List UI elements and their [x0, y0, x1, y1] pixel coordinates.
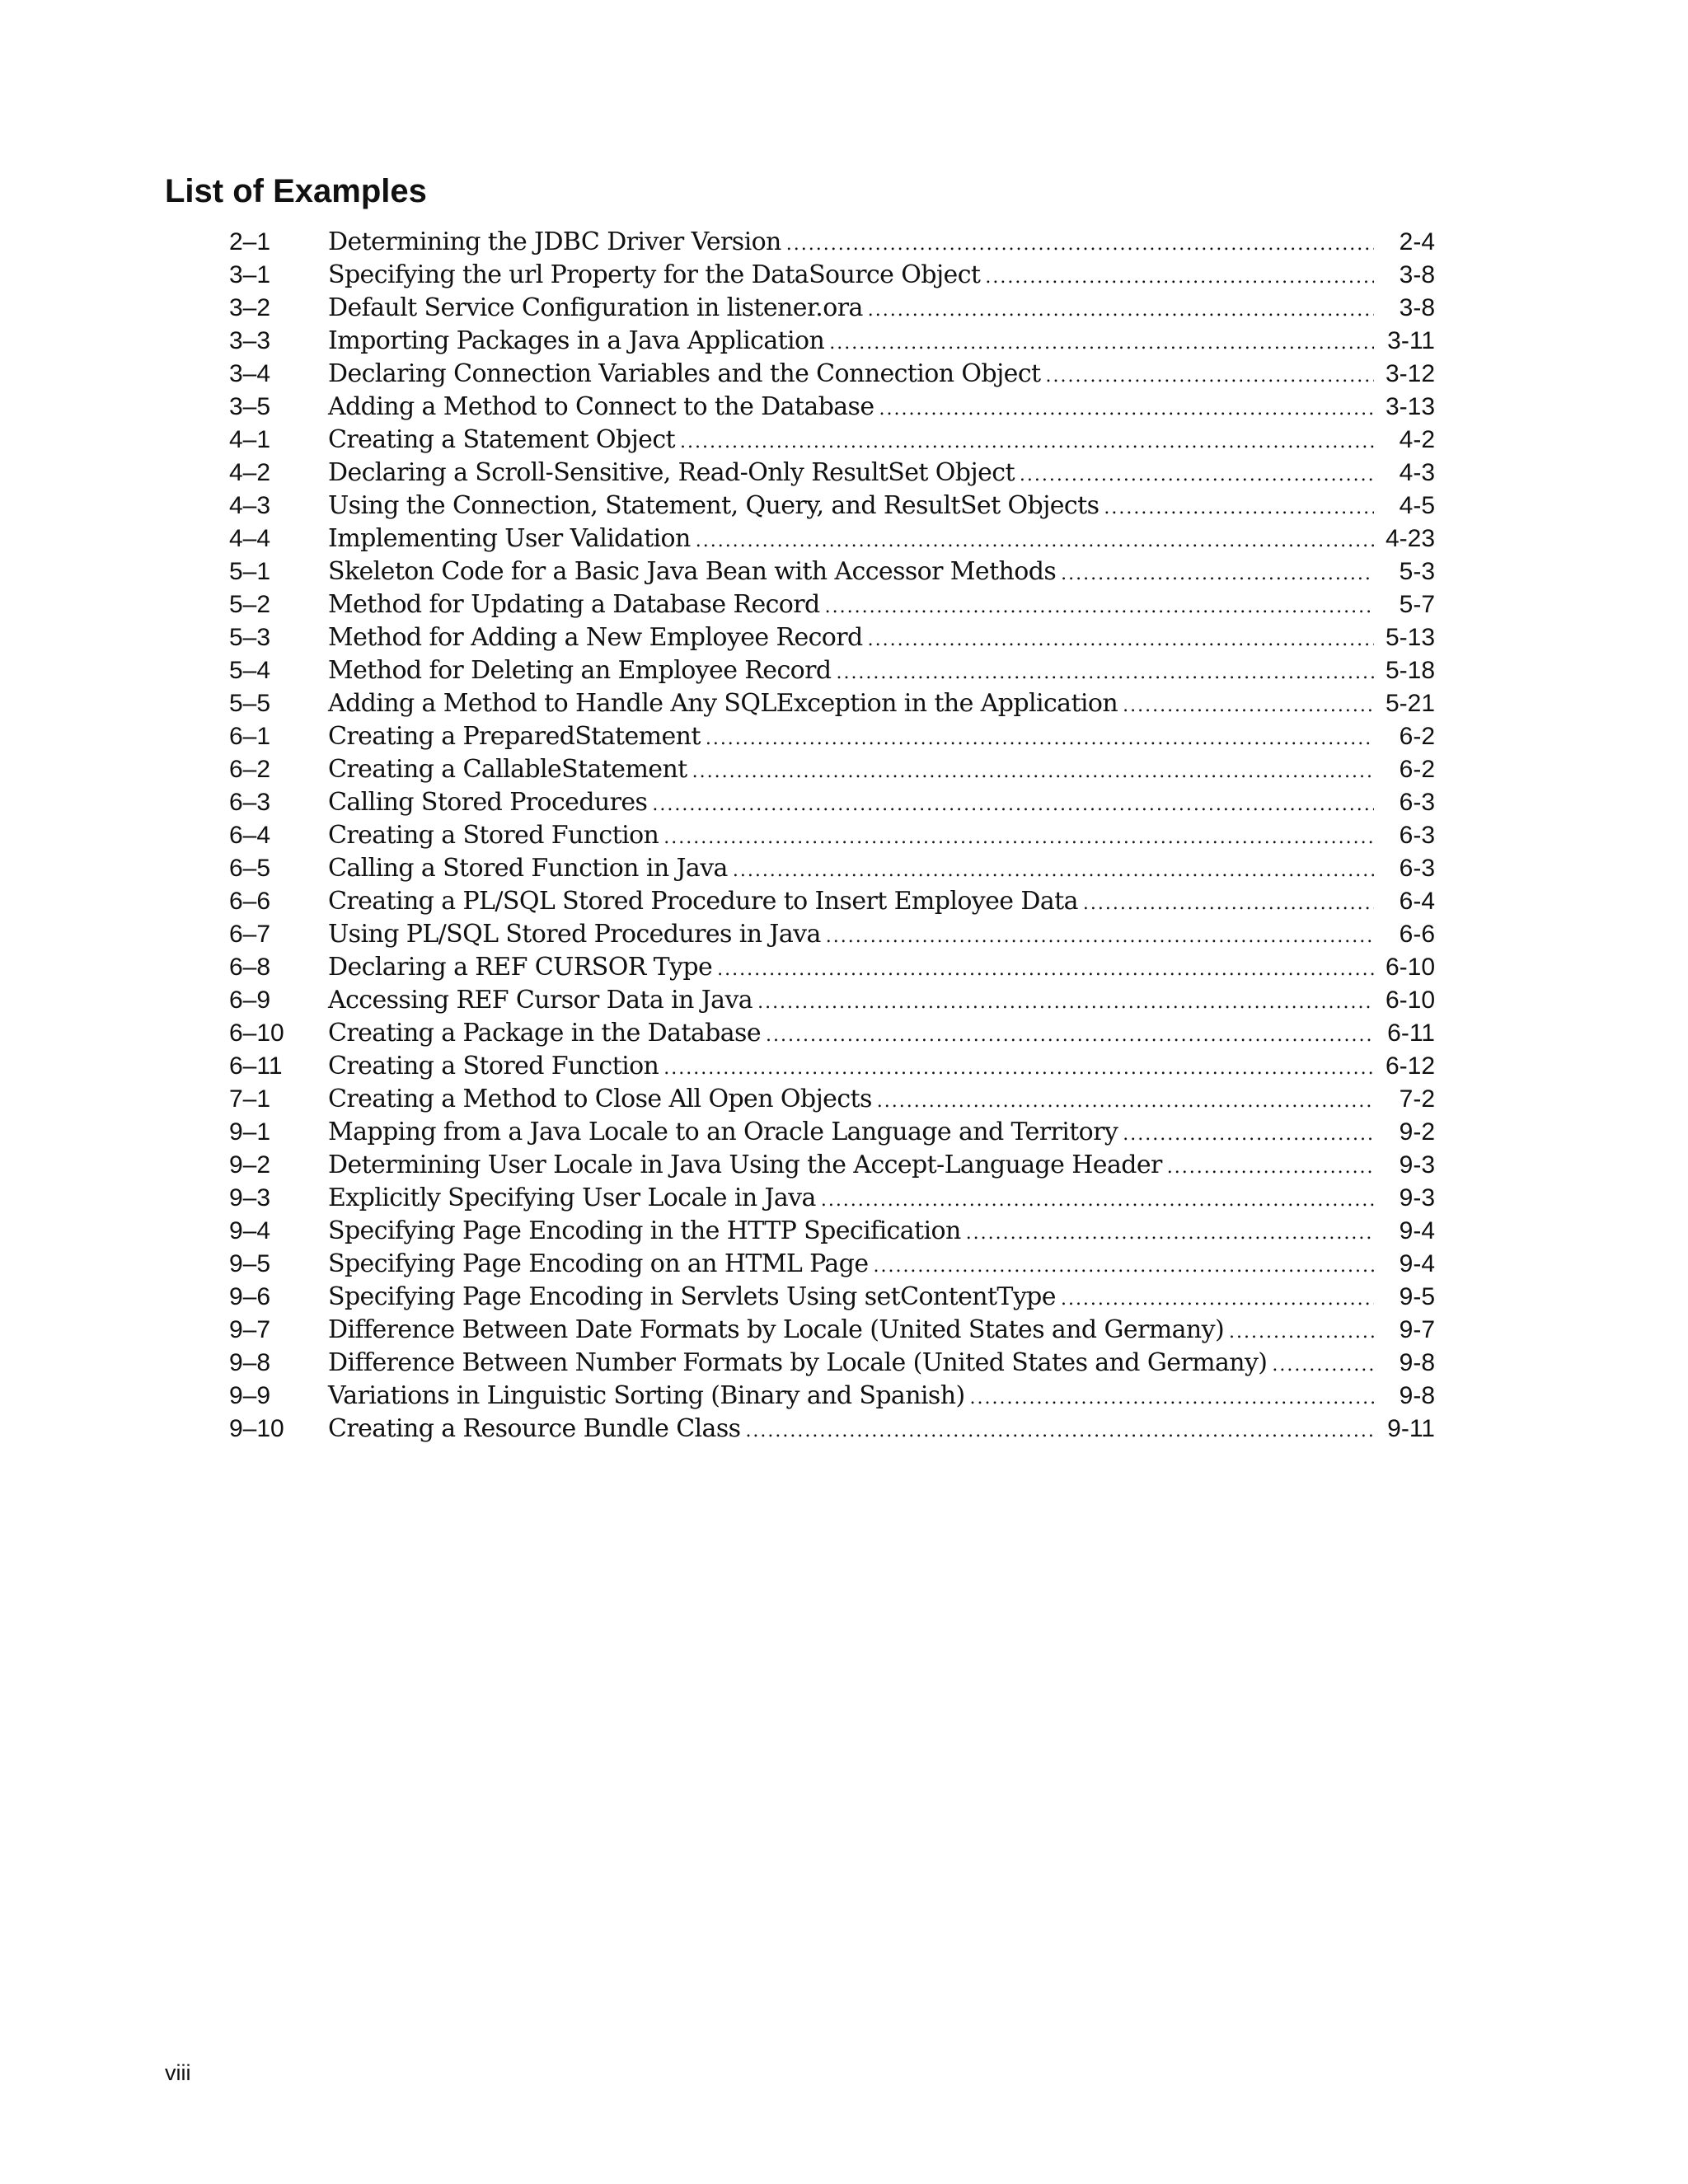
- example-number: 5–4: [229, 657, 271, 684]
- example-title: Using PL/SQL Stored Procedures in Java: [328, 920, 821, 949]
- example-page-ref: 3-12: [1385, 360, 1435, 387]
- example-page-ref: 3-11: [1387, 327, 1435, 354]
- example-page-ref: 6-3: [1399, 822, 1435, 849]
- example-number: 4–4: [229, 525, 271, 552]
- example-number: 6–3: [229, 789, 271, 816]
- example-title: Skeleton Code for a Basic Java Bean with Accessor Methods: [328, 557, 1057, 586]
- examples-list: [229, 226, 1435, 1446]
- example-entry[interactable]: [229, 523, 1435, 555]
- example-page-ref: 6-10: [1385, 987, 1435, 1014]
- example-page-ref: 2-4: [1399, 228, 1435, 255]
- example-number: 6–9: [229, 987, 271, 1014]
- example-number: 6–4: [229, 822, 271, 849]
- example-number: 6–8: [229, 954, 271, 981]
- example-number: 3–5: [229, 393, 271, 420]
- example-number: 3–3: [229, 327, 271, 354]
- dot-leader: [1045, 360, 1374, 393]
- example-title: Creating a PL/SQL Stored Procedure to Insert Employee Data: [328, 887, 1078, 916]
- example-title: Calling a Stored Function in Java: [328, 854, 728, 883]
- example-number: 9–10: [229, 1415, 284, 1442]
- example-entry[interactable]: [229, 391, 1435, 424]
- example-number: 6–6: [229, 888, 271, 915]
- example-number: 9–9: [229, 1382, 271, 1409]
- example-page-ref: 5-3: [1399, 558, 1435, 585]
- example-entry[interactable]: [229, 588, 1435, 621]
- dot-leader: [836, 657, 1374, 690]
- dot-leader: [1272, 1349, 1374, 1382]
- example-title: Method for Deleting an Employee Record: [328, 656, 832, 685]
- example-number: 6–2: [229, 756, 271, 783]
- dot-leader: [706, 723, 1374, 756]
- example-title: Creating a Statement Object: [328, 425, 675, 454]
- example-page-ref: 9-5: [1399, 1283, 1435, 1310]
- example-entry[interactable]: [229, 1413, 1435, 1446]
- example-entry[interactable]: [229, 1314, 1435, 1347]
- example-page-ref: 9-3: [1399, 1151, 1435, 1179]
- dot-leader: [1123, 1118, 1374, 1151]
- dot-leader: [652, 789, 1374, 822]
- example-number: 4–3: [229, 492, 271, 519]
- example-title: Implementing User Validation: [328, 524, 691, 553]
- example-page-ref: 6-6: [1399, 921, 1435, 948]
- example-page-ref: 4-2: [1399, 426, 1435, 453]
- dot-leader: [825, 591, 1374, 624]
- example-title: Specifying Page Encoding in Servlets Using setContentType: [328, 1282, 1056, 1311]
- example-title: Difference Between Number Formats by Locale (United States and Germany): [328, 1348, 1268, 1377]
- example-entry[interactable]: [229, 1380, 1435, 1413]
- dot-leader: [1104, 492, 1374, 525]
- example-entry[interactable]: [229, 325, 1435, 358]
- example-title: Determining User Locale in Java Using the Accept-Language Header: [328, 1151, 1162, 1179]
- dot-leader: [868, 294, 1374, 327]
- example-entry[interactable]: [229, 1215, 1435, 1248]
- example-title: Declaring a REF CURSOR Type: [328, 953, 713, 982]
- example-page-ref: 3-13: [1385, 393, 1435, 420]
- example-entry[interactable]: [229, 984, 1435, 1017]
- example-page-ref: 4-3: [1399, 459, 1435, 486]
- example-title: Explicitly Specifying User Locale in Java: [328, 1183, 816, 1212]
- example-page-ref: 6-3: [1399, 789, 1435, 816]
- example-title: Calling Stored Procedures: [328, 788, 648, 817]
- example-page-ref: 5-18: [1385, 657, 1435, 684]
- dot-leader: [1020, 459, 1374, 492]
- dot-leader: [1123, 690, 1374, 723]
- dot-leader: [1083, 888, 1374, 921]
- example-entry[interactable]: [229, 457, 1435, 490]
- dot-leader: [663, 1052, 1374, 1085]
- example-page-ref: 9-4: [1399, 1250, 1435, 1277]
- dot-leader: [877, 1085, 1374, 1118]
- dot-leader: [821, 1184, 1374, 1217]
- example-number: 2–1: [229, 228, 271, 255]
- example-page-ref: 6-2: [1399, 723, 1435, 750]
- example-entry[interactable]: [229, 490, 1435, 523]
- example-entry[interactable]: [229, 951, 1435, 984]
- example-number: 9–8: [229, 1349, 271, 1376]
- example-title: Importing Packages in a Java Application: [328, 326, 825, 355]
- dot-leader: [786, 228, 1374, 261]
- example-entry[interactable]: [229, 1050, 1435, 1083]
- example-entry[interactable]: [229, 885, 1435, 918]
- dot-leader: [985, 261, 1374, 294]
- example-page-ref: 4-23: [1385, 525, 1435, 552]
- example-entry[interactable]: [229, 621, 1435, 654]
- example-title: Declaring a Scroll-Sensitive, Read-Only ResultSet Object: [328, 458, 1015, 487]
- example-title: Default Service Configuration in listener.ora: [328, 293, 863, 322]
- example-title: Adding a Method to Connect to the Database: [328, 392, 874, 421]
- example-number: 3–2: [229, 294, 271, 321]
- example-page-ref: 6-10: [1385, 954, 1435, 981]
- example-page-ref: 5-13: [1385, 624, 1435, 651]
- example-number: 9–7: [229, 1316, 271, 1343]
- example-entry[interactable]: [229, 1149, 1435, 1182]
- example-number: 4–2: [229, 459, 271, 486]
- example-entry[interactable]: [229, 424, 1435, 457]
- dot-leader: [879, 393, 1374, 426]
- example-entry[interactable]: [229, 358, 1435, 391]
- example-entry[interactable]: [229, 259, 1435, 292]
- example-number: 6–10: [229, 1019, 284, 1047]
- example-title: Determining the JDBC Driver Version: [328, 227, 781, 256]
- example-number: 5–1: [229, 558, 271, 585]
- example-number: 5–3: [229, 624, 271, 651]
- example-page-ref: 7-2: [1399, 1085, 1435, 1113]
- example-entry[interactable]: [229, 786, 1435, 819]
- dot-leader: [717, 954, 1374, 987]
- example-number: 9–2: [229, 1151, 271, 1179]
- dot-leader: [692, 756, 1374, 789]
- dot-leader: [745, 1415, 1374, 1448]
- example-number: 9–5: [229, 1250, 271, 1277]
- example-title: Creating a Method to Close All Open Objects: [328, 1085, 872, 1113]
- example-page-ref: 9-3: [1399, 1184, 1435, 1212]
- example-title: Accessing REF Cursor Data in Java: [328, 986, 753, 1015]
- example-entry[interactable]: [229, 1281, 1435, 1314]
- example-entry[interactable]: [229, 1083, 1435, 1116]
- example-number: 3–4: [229, 360, 271, 387]
- example-title: Using the Connection, Statement, Query, and ResultSet Objects: [328, 491, 1100, 520]
- example-title: Creating a Stored Function: [328, 1052, 659, 1080]
- example-page-ref: 5-21: [1385, 690, 1435, 717]
- example-number: 9–6: [229, 1283, 271, 1310]
- example-title: Variations in Linguistic Sorting (Binary and Spanish): [328, 1381, 965, 1410]
- dot-leader: [868, 624, 1374, 657]
- example-entry[interactable]: [229, 720, 1435, 753]
- example-page-ref: 6-3: [1399, 855, 1435, 882]
- example-entry[interactable]: [229, 1182, 1435, 1215]
- example-entry[interactable]: [229, 226, 1435, 259]
- example-title: Specifying Page Encoding in the HTTP Specification: [328, 1216, 961, 1245]
- example-entry[interactable]: [229, 654, 1435, 687]
- example-page-ref: 9-7: [1399, 1316, 1435, 1343]
- example-number: 9–3: [229, 1184, 271, 1212]
- example-title: Method for Adding a New Employee Record: [328, 623, 863, 652]
- example-number: 6–5: [229, 855, 271, 882]
- example-entry[interactable]: [229, 753, 1435, 786]
- example-page-ref: 6-12: [1385, 1052, 1435, 1080]
- example-page-ref: 3-8: [1399, 294, 1435, 321]
- page-number: viii: [165, 2060, 191, 2085]
- example-page-ref: 9-8: [1399, 1382, 1435, 1409]
- dot-leader: [663, 822, 1374, 855]
- example-page-ref: 6-11: [1387, 1019, 1435, 1047]
- dot-leader: [1061, 1283, 1374, 1316]
- example-title: Creating a Stored Function: [328, 821, 659, 850]
- example-page-ref: 5-7: [1399, 591, 1435, 618]
- example-number: 6–11: [229, 1052, 283, 1080]
- example-title: Creating a CallableStatement: [328, 755, 687, 784]
- dot-leader: [826, 921, 1374, 954]
- example-title: Creating a Package in the Database: [328, 1019, 761, 1047]
- example-number: 5–5: [229, 690, 271, 717]
- example-title: Specifying the url Property for the DataSource Object: [328, 260, 981, 289]
- dot-leader: [757, 987, 1374, 1019]
- example-number: 6–1: [229, 723, 271, 750]
- example-number: 5–2: [229, 591, 271, 618]
- example-page-ref: 9-2: [1399, 1118, 1435, 1146]
- example-number: 9–4: [229, 1217, 271, 1244]
- dot-leader: [733, 855, 1374, 888]
- dot-leader: [829, 327, 1374, 360]
- example-entry[interactable]: [229, 1017, 1435, 1050]
- page-title: List of Examples: [165, 173, 427, 209]
- example-entry[interactable]: [229, 819, 1435, 852]
- dot-leader: [970, 1382, 1374, 1415]
- example-entry[interactable]: [229, 918, 1435, 951]
- example-entry[interactable]: [229, 1248, 1435, 1281]
- example-page-ref: 9-8: [1399, 1349, 1435, 1376]
- example-title: Creating a Resource Bundle Class: [328, 1414, 741, 1443]
- example-number: 9–1: [229, 1118, 271, 1146]
- example-page-ref: 9-11: [1387, 1415, 1435, 1442]
- example-number: 7–1: [229, 1085, 271, 1113]
- example-entry[interactable]: [229, 292, 1435, 325]
- example-title: Mapping from a Java Locale to an Oracle Language and Territory: [328, 1118, 1118, 1146]
- example-page-ref: 3-8: [1399, 261, 1435, 288]
- example-title: Adding a Method to Handle Any SQLException in the Application: [328, 689, 1118, 718]
- example-entry[interactable]: [229, 1116, 1435, 1149]
- dot-leader: [1061, 558, 1374, 591]
- example-title: Creating a PreparedStatement: [328, 722, 701, 751]
- example-entry[interactable]: [229, 555, 1435, 588]
- example-title: Difference Between Date Formats by Locale (United States and Germany): [328, 1315, 1225, 1344]
- dot-leader: [680, 426, 1374, 459]
- dot-leader: [873, 1250, 1374, 1283]
- example-page-ref: 6-4: [1399, 888, 1435, 915]
- example-entry[interactable]: [229, 852, 1435, 885]
- example-page-ref: 6-2: [1399, 756, 1435, 783]
- example-page-ref: 9-4: [1399, 1217, 1435, 1244]
- example-entry[interactable]: [229, 1347, 1435, 1380]
- example-number: 4–1: [229, 426, 271, 453]
- dot-leader: [696, 525, 1374, 558]
- example-page-ref: 4-5: [1399, 492, 1435, 519]
- example-title: Method for Updating a Database Record: [328, 590, 820, 619]
- example-number: 3–1: [229, 261, 271, 288]
- example-title: Declaring Connection Variables and the Connection Object: [328, 359, 1041, 388]
- example-entry[interactable]: [229, 687, 1435, 720]
- dot-leader: [1167, 1151, 1374, 1184]
- dot-leader: [966, 1217, 1374, 1250]
- dot-leader: [766, 1019, 1374, 1052]
- dot-leader: [1229, 1316, 1374, 1349]
- example-number: 6–7: [229, 921, 271, 948]
- example-title: Specifying Page Encoding on an HTML Page: [328, 1249, 869, 1278]
